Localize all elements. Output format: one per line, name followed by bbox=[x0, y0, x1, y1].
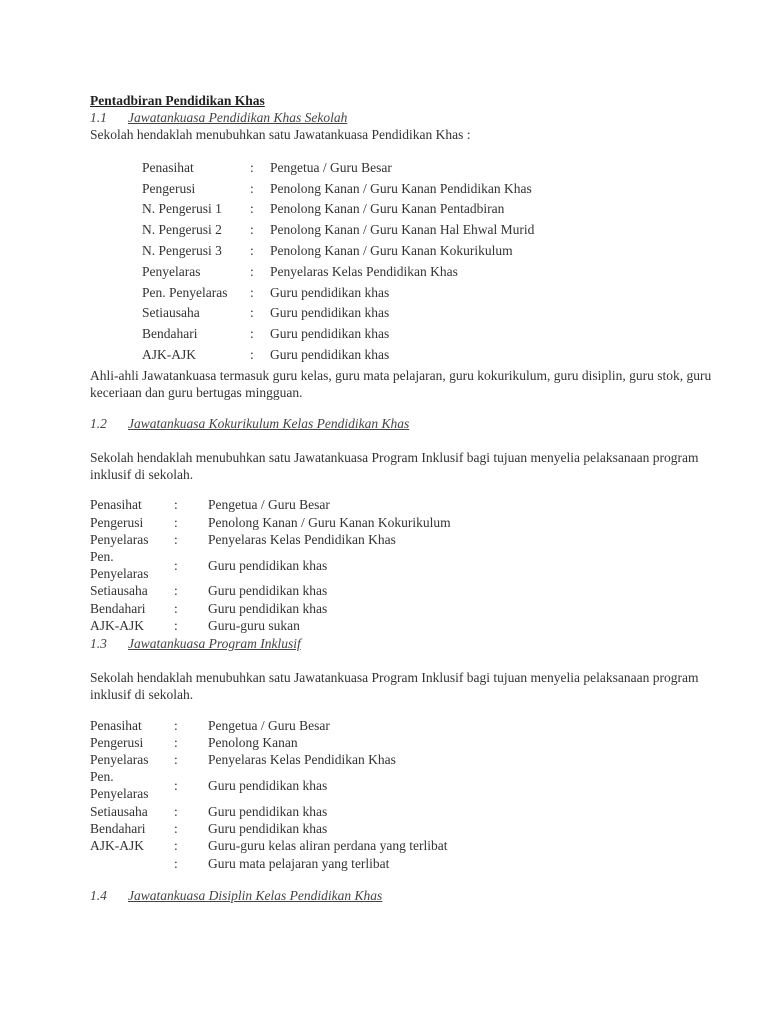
committee-role: Pen. Penyelaras bbox=[142, 284, 228, 300]
committee-role bbox=[90, 855, 174, 872]
committee-row bbox=[90, 820, 448, 837]
committee-member: Guru-guru kelas aliran perdana yang terlibat bbox=[208, 838, 448, 854]
committee-member: Penolong Kanan / Guru Kanan Kokurikulum bbox=[270, 243, 513, 259]
separator: : bbox=[250, 284, 254, 300]
committee-row bbox=[90, 531, 451, 548]
committee-member: Penolong Kanan bbox=[208, 734, 298, 750]
separator: : bbox=[250, 347, 254, 363]
separator: : bbox=[174, 855, 178, 871]
committee-row bbox=[90, 617, 451, 634]
committee-table-1-2 bbox=[90, 496, 451, 634]
committee-row bbox=[90, 837, 448, 854]
separator: : bbox=[174, 821, 178, 837]
committee-member: Guru mata pelajaran yang terlibat bbox=[208, 855, 390, 871]
committee-member: Guru-guru sukan bbox=[208, 618, 300, 634]
section-1-2-intro: Sekolah hendaklah menubuhkan satu Jawatankuasa Program Inklusif bagi tujuan menyelia pelaksanaan program inklusif di sekolah. bbox=[90, 449, 699, 482]
document-page bbox=[90, 90, 730, 904]
committee-role: Penasihat bbox=[90, 717, 142, 733]
committee-member: Penolong Kanan / Guru Kanan Pentadbiran bbox=[270, 201, 505, 217]
committee-member: Penolong Kanan / Guru Kanan Hal Ehwal Murid bbox=[270, 222, 535, 238]
committee-member: Guru pendidikan khas bbox=[208, 777, 328, 793]
separator: : bbox=[174, 557, 178, 573]
committee-row bbox=[142, 219, 534, 240]
separator: : bbox=[250, 222, 254, 238]
committee-role: Setiausaha bbox=[142, 305, 200, 321]
committee-member: Pengetua / Guru Besar bbox=[208, 497, 330, 513]
committee-member: Penolong Kanan / Guru Kanan Kokurikulum bbox=[208, 514, 451, 530]
section-title: Jawatankuasa Pendidikan Khas Sekolah bbox=[128, 110, 348, 125]
committee-row bbox=[90, 768, 448, 802]
committee-role: Pen. Penyelaras bbox=[90, 549, 149, 582]
separator: : bbox=[250, 305, 254, 321]
separator: : bbox=[174, 803, 178, 819]
section-1-1-heading bbox=[90, 109, 730, 126]
committee-row bbox=[90, 496, 451, 513]
section-1-3-heading bbox=[90, 635, 730, 652]
separator: : bbox=[174, 531, 178, 547]
committee-role: Bendahari bbox=[90, 821, 146, 837]
committee-role: AJK-AJK bbox=[90, 618, 144, 634]
section-number: 1.4 bbox=[90, 888, 107, 904]
committee-role: Pengerusi bbox=[90, 514, 144, 530]
section-number: 1.1 bbox=[90, 110, 107, 125]
committee-role: Penasihat bbox=[90, 497, 142, 513]
committee-member: Penyelaras Kelas Pendidikan Khas bbox=[208, 531, 396, 547]
section-1-1-intro: Sekolah hendaklah menubuhkan satu Jawatankuasa Pendidikan Khas : bbox=[90, 127, 471, 142]
committee-role: AJK-AJK bbox=[142, 347, 196, 363]
committee-row bbox=[90, 802, 448, 819]
committee-table-1-3 bbox=[90, 716, 448, 872]
separator: : bbox=[174, 777, 178, 793]
committee-table-1-1 bbox=[142, 157, 534, 365]
committee-row bbox=[142, 323, 534, 344]
separator: : bbox=[250, 243, 254, 259]
committee-row bbox=[90, 582, 451, 599]
separator: : bbox=[250, 263, 254, 279]
committee-row bbox=[142, 199, 534, 220]
committee-row bbox=[90, 513, 451, 530]
committee-role: Setiausaha bbox=[90, 583, 148, 599]
committee-member: Penolong Kanan / Guru Kanan Pendidikan Khas bbox=[270, 180, 532, 196]
committee-role: AJK-AJK bbox=[90, 838, 144, 854]
committee-row bbox=[90, 855, 448, 872]
committee-member: Guru pendidikan khas bbox=[208, 583, 328, 599]
document-title: Pentadbiran Pendidikan Khas bbox=[90, 93, 265, 108]
committee-member: Guru pendidikan khas bbox=[270, 347, 390, 363]
committee-member: Guru pendidikan khas bbox=[270, 326, 390, 342]
committee-role: Bendahari bbox=[142, 326, 198, 342]
separator: : bbox=[174, 734, 178, 750]
separator: : bbox=[174, 717, 178, 733]
separator: : bbox=[174, 600, 178, 616]
section-title: Jawatankuasa Program Inklusif bbox=[128, 636, 301, 652]
separator: : bbox=[174, 618, 178, 634]
committee-row bbox=[142, 178, 534, 199]
committee-row bbox=[142, 303, 534, 324]
committee-row bbox=[90, 548, 451, 582]
committee-row bbox=[142, 344, 534, 365]
committee-role: Pen. Penyelaras bbox=[90, 769, 149, 802]
committee-role: N. Pengerusi 1 bbox=[142, 201, 222, 217]
section-1-4-heading bbox=[90, 887, 730, 904]
separator: : bbox=[174, 514, 178, 530]
committee-row bbox=[90, 716, 448, 733]
committee-role: Setiausaha bbox=[90, 803, 148, 819]
committee-member: Pengetua / Guru Besar bbox=[208, 717, 330, 733]
separator: : bbox=[250, 326, 254, 342]
section-1-2-heading bbox=[90, 415, 730, 432]
separator: : bbox=[174, 583, 178, 599]
committee-member: Guru pendidikan khas bbox=[208, 600, 328, 616]
committee-role: Penyelaras bbox=[142, 263, 201, 279]
committee-member: Guru pendidikan khas bbox=[208, 557, 328, 573]
committee-row bbox=[142, 240, 534, 261]
separator: : bbox=[250, 159, 254, 175]
committee-member: Guru pendidikan khas bbox=[270, 305, 390, 321]
committee-role: Pengerusi bbox=[142, 180, 196, 196]
committee-row bbox=[142, 282, 534, 303]
separator: : bbox=[174, 838, 178, 854]
section-title: Jawatankuasa Disiplin Kelas Pendidikan Khas bbox=[128, 888, 383, 904]
section-1-1-note: Ahli-ahli Jawatankuasa termasuk guru kelas, guru mata pelajaran, guru kokurikulum, guru disiplin, guru stok, guru keceriaan dan guru bertugas mingguan. bbox=[90, 367, 712, 400]
committee-role: Penyelaras bbox=[90, 752, 149, 768]
committee-role: N. Pengerusi 2 bbox=[142, 222, 222, 238]
committee-member: Guru pendidikan khas bbox=[270, 284, 390, 300]
section-number: 1.2 bbox=[90, 415, 107, 431]
committee-row bbox=[142, 157, 534, 178]
committee-member: Guru pendidikan khas bbox=[208, 803, 328, 819]
separator: : bbox=[250, 201, 254, 217]
committee-role: Penyelaras bbox=[90, 531, 149, 547]
committee-member: Penyelaras Kelas Pendidikan Khas bbox=[208, 752, 396, 768]
committee-role: N. Pengerusi 3 bbox=[142, 243, 222, 259]
committee-role: Bendahari bbox=[90, 600, 146, 616]
committee-row bbox=[90, 751, 448, 768]
committee-row bbox=[90, 600, 451, 617]
section-title: Jawatankuasa Kokurikulum Kelas Pendidikan Khas bbox=[128, 415, 410, 431]
committee-role: Pengerusi bbox=[90, 734, 144, 750]
separator: : bbox=[174, 752, 178, 768]
committee-member: Pengetua / Guru Besar bbox=[270, 159, 392, 175]
committee-role: Penasihat bbox=[142, 159, 194, 175]
committee-member: Guru pendidikan khas bbox=[208, 821, 328, 837]
committee-row bbox=[142, 261, 534, 282]
committee-row bbox=[90, 734, 448, 751]
section-1-3-intro: Sekolah hendaklah menubuhkan satu Jawatankuasa Program Inklusif bagi tujuan menyelia pelaksanaan program inklusif di sekolah. bbox=[90, 670, 699, 703]
separator: : bbox=[174, 497, 178, 513]
committee-member: Penyelaras Kelas Pendidikan Khas bbox=[270, 263, 458, 279]
separator: : bbox=[250, 180, 254, 196]
section-number: 1.3 bbox=[90, 636, 107, 652]
